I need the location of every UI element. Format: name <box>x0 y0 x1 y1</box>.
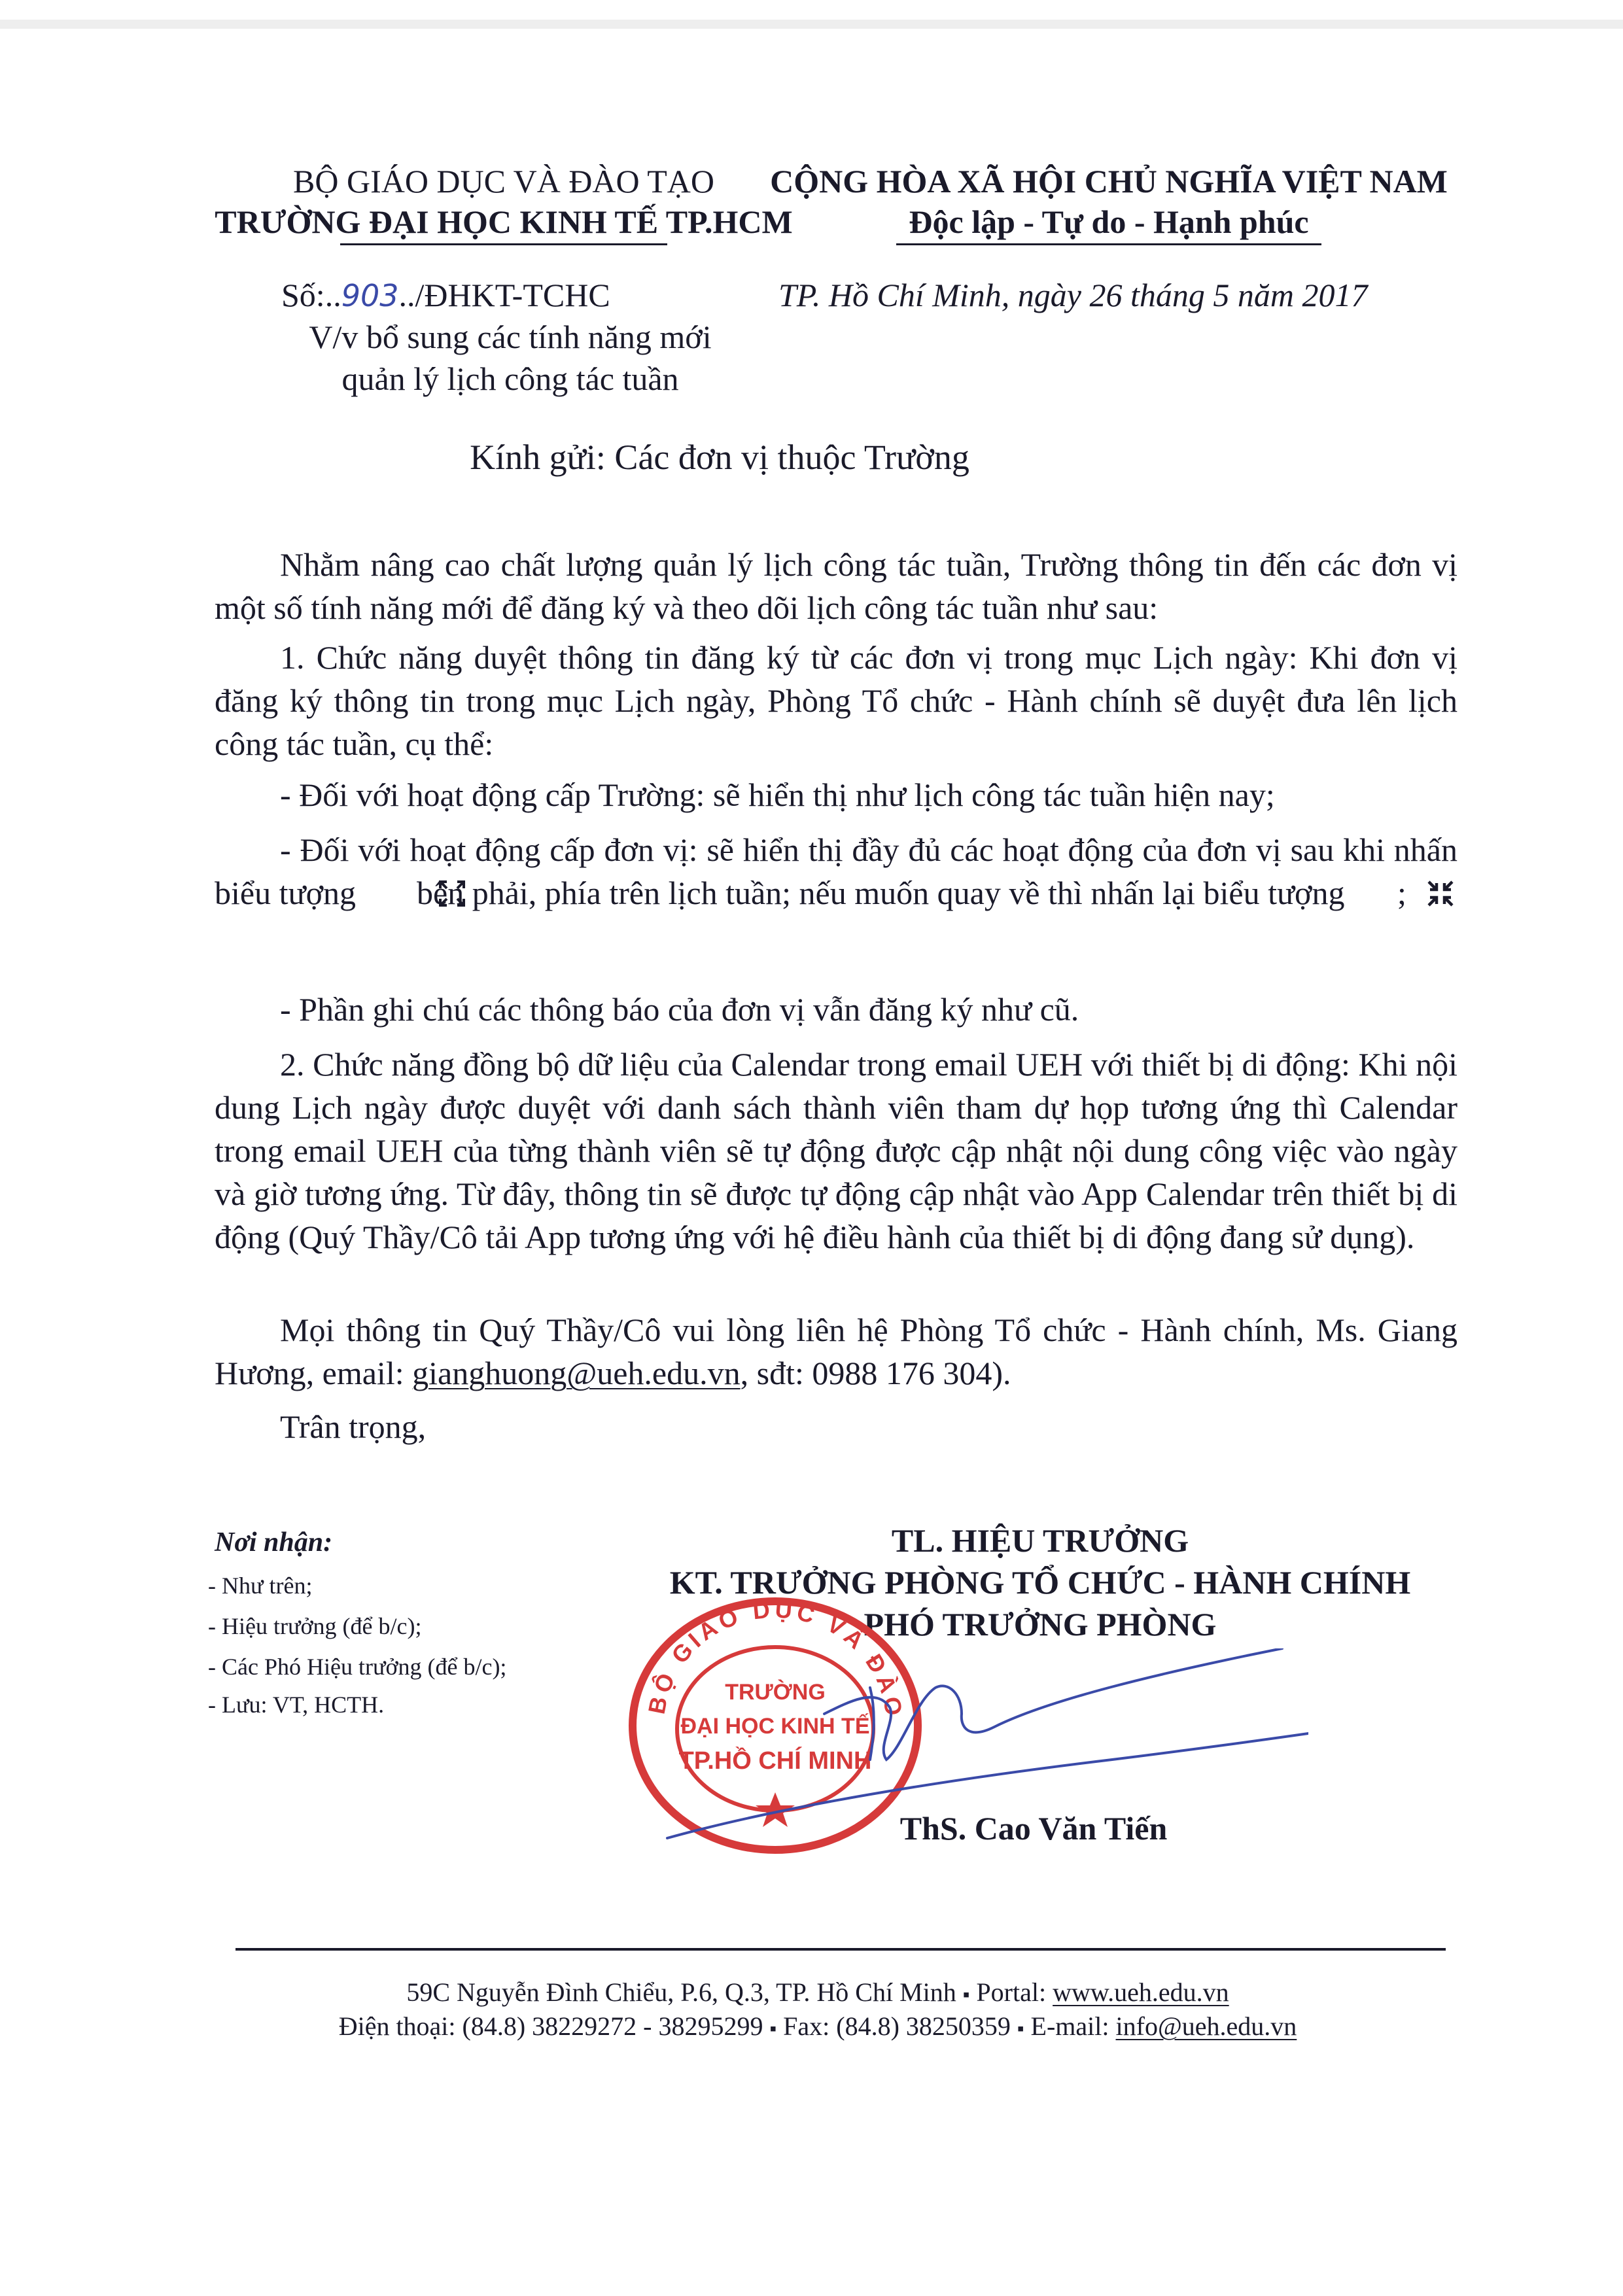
footer-bullet: ▪ <box>962 1984 970 2006</box>
contact-phone-text: , sđt: 0988 176 304). <box>740 1355 1011 1391</box>
seal-line-3: TP.HỒ CHÍ MINH <box>678 1747 872 1775</box>
document-number-suffix: ../ĐHKT-TCHC <box>398 277 610 313</box>
collapse-arrows-icon <box>1361 875 1389 904</box>
scan-edge <box>0 20 1623 29</box>
recipient-item: - Như trên; <box>208 1573 313 1599</box>
document-number-prefix: Số:.. <box>281 277 341 313</box>
contact-email-link[interactable]: gianghuong@ueh.edu.vn <box>412 1355 741 1391</box>
country-name: CỘNG HÒA XÃ HỘI CHỦ NGHĨA VIỆT NAM <box>770 163 1448 200</box>
footer-email-link[interactable]: info@ueh.edu.vn <box>1115 2011 1297 2041</box>
footer-bullet: ▪ <box>1017 2018 1024 2040</box>
footer-address-line <box>196 1975 1439 2012</box>
contact-paragraph <box>215 1308 1457 1395</box>
recipients-title: Nơi nhận: <box>215 1527 333 1557</box>
closing: Trân trọng, <box>280 1408 427 1445</box>
intro-paragraph: Nhằm nâng cao chất lượng quản lý lịch công tác tuần, Trường thông tin đến các đơn vị một số tính năng mới để đăng ký và theo dõi lịch công tác tuần như sau: <box>215 546 1457 626</box>
document-number-handwritten: 903 <box>341 278 399 313</box>
item-1-bullet-unit-text-c: ; <box>1397 875 1406 911</box>
item-1-bullet-unit-text-a: - Đối với hoạt động cấp đơn vị: sẽ hiển thị đầy đủ các hoạt động của đơn vị sau khi nhấn biểu tượng <box>215 831 1457 911</box>
motto: Độc lập - Tự do - Hạnh phúc <box>909 203 1309 240</box>
item-1-bullet-unit-text-b: bên phải, phía trên lịch tuần; nếu muốn quay về thì nhấn lại biểu tượng <box>417 875 1345 911</box>
item-1-bullet-notes: - Phần ghi chú các thông báo của đơn vị vẫn đăng ký như cũ. <box>280 991 1079 1028</box>
item-1-bullet-school: - Đối với hoạt động cấp Trường: sẽ hiển thị như lịch công tác tuần hiện nay; <box>280 776 1275 813</box>
footer-email-label: E-mail: <box>1030 2011 1116 2041</box>
signature-department: KT. TRƯỞNG PHÒNG TỔ CHỨC - HÀNH CHÍNH <box>669 1564 1411 1601</box>
signature-authority: TL. HIỆU TRƯỞNG <box>891 1522 1189 1559</box>
footer-address: 59C Nguyễn Đình Chiểu, P.6, Q.3, TP. Hồ Chí Minh <box>406 1977 956 2007</box>
signer-name: ThS. Cao Văn Tiến <box>899 1810 1168 1847</box>
recipient-item: - Hiệu trưởng (để b/c); <box>208 1613 422 1639</box>
recipient-item: - Các Phó Hiệu trưởng (để b/c); <box>208 1654 507 1680</box>
footer-bullet: ▪ <box>769 2018 777 2040</box>
item-1-paragraph: 1. Chức năng duyệt thông tin đăng ký từ các đơn vị trong mục Lịch ngày: Khi đơn vị đăng ký thông tin trong mục Lịch ngày, Phòng Tổ chức - Hành chính sẽ duyệt đưa lên lịch công tác tuần, cụ thể: <box>215 639 1457 762</box>
seal-line-1: TRƯỜNG <box>725 1680 826 1705</box>
footer-divider <box>236 1948 1446 1951</box>
place-date: TP. Hồ Chí Minh, ngày 26 tháng 5 năm 2017 <box>778 277 1368 313</box>
recipient-item: - Lưu: VT, HCTH. <box>208 1692 385 1718</box>
motto-underline <box>896 243 1321 245</box>
seal-line-2: ĐẠI HỌC KINH TẾ <box>680 1714 870 1739</box>
subject-line-1: V/v bổ sung các tính năng mới <box>309 319 712 355</box>
university-name: TRƯỜNG ĐẠI HỌC KINH TẾ TP.HCM <box>215 203 793 240</box>
footer-phone: Điện thoại: (84.8) 38229272 - 38295299 <box>338 2011 763 2041</box>
item-2-paragraph: 2. Chức năng đồng bộ dữ liệu của Calendar trong email UEH với thiết bị di động: Khi nội dung Lịch ngày được duyệt với danh sách thành viên tham dự họp tương ứng thì Calendar trong email UEH của từng thành viên sẽ tự động được cập nhật nội dung công việc vào ngày và giờ tương ứng. Từ đây, thông tin sẽ được tự động cập nhật vào App Calendar trên thiết bị di động (Quý Thầy/Cô tải App tương ứng với hệ điều hành của thiết bị di động đang sử dụng). <box>215 1046 1457 1255</box>
footer-portal-link[interactable]: www.ueh.edu.vn <box>1053 1977 1229 2007</box>
salutation: Kính gửi: Các đơn vị thuộc Trường <box>470 438 969 477</box>
footer-contact-line <box>196 2009 1439 2046</box>
footer-portal-label: Portal: <box>976 1977 1053 2007</box>
seal-ring-text: BỘ GIÁO DỤC VÀ ĐÀO <box>642 1595 909 1722</box>
signature-position: PHÓ TRƯỞNG PHÒNG <box>864 1606 1217 1643</box>
document-number <box>281 273 610 317</box>
item-1-bullet-unit <box>215 828 1457 914</box>
subject-line-2: quản lý lịch công tác tuần <box>341 360 679 397</box>
ministry-name: BỘ GIÁO DỤC VÀ ĐÀO TẠO <box>293 163 714 200</box>
expand-arrows-icon <box>372 875 401 904</box>
university-underline <box>340 243 667 245</box>
footer-fax: Fax: (84.8) 38250359 <box>783 2011 1011 2041</box>
contact-text: Mọi thông tin Quý Thầy/Cô vui lòng liên hệ Phòng Tổ chức - Hành chính, Ms. Giang Hương, email: <box>215 1312 1457 1391</box>
